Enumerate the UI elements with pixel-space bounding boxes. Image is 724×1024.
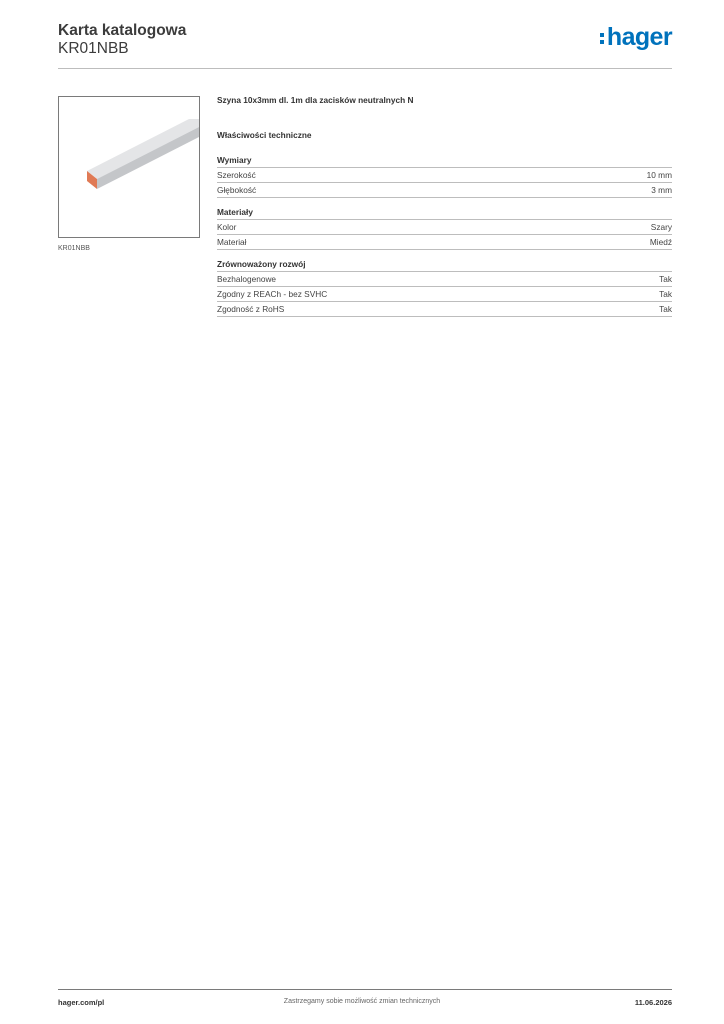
properties-title: Właściwości techniczne (217, 130, 312, 140)
section-dimensions (217, 155, 672, 198)
row-value: Tak (659, 289, 672, 299)
bar-side-face (97, 127, 199, 189)
bar-top-face (87, 119, 199, 179)
row-value: Tak (659, 274, 672, 284)
table-row (217, 287, 672, 302)
section-title: Wymiary (217, 155, 672, 168)
logo-text: hager (606, 23, 672, 51)
row-label: Szerokość (217, 170, 256, 180)
row-label: Zgodny z REACh - bez SVHC (217, 289, 328, 299)
footer-disclaimer: Zastrzegamy sobie możliwość zmian technicznych (283, 998, 441, 1005)
footer-website-link[interactable]: hager.com/pl (58, 998, 105, 1007)
product-image (58, 96, 200, 238)
footer-date: 11.06.2026 (634, 998, 672, 1007)
image-caption: KR01NBB (58, 245, 90, 252)
header-divider (58, 68, 672, 69)
row-label: Zgodność z RoHS (217, 304, 285, 314)
row-label: Bezhalogenowe (217, 274, 277, 284)
row-value: Miedź (649, 237, 672, 247)
row-value: Tak (659, 304, 672, 314)
footer-divider (58, 989, 672, 990)
logo-colon-icon (600, 28, 605, 45)
row-value: 3 mm (651, 185, 672, 195)
busbar-illustration (59, 97, 199, 237)
product-title: Szyna 10x3mm dl. 1m dla zacisków neutralnych N (217, 95, 414, 105)
section-materials (217, 207, 672, 250)
row-value: Szary (650, 222, 672, 232)
table-row (217, 183, 672, 198)
row-label: Materiał (217, 237, 247, 247)
table-row (217, 302, 672, 317)
section-sustainability (217, 259, 672, 317)
row-label: Kolor (217, 222, 237, 232)
product-details (217, 95, 672, 326)
section-title: Materiały (217, 207, 672, 220)
hager-logo (600, 25, 672, 50)
document-title: Karta katalogowa (58, 22, 187, 39)
table-row (217, 272, 672, 287)
table-row (217, 220, 672, 235)
row-label: Głębokość (217, 185, 257, 195)
row-value: 10 mm (646, 170, 672, 180)
table-row (217, 168, 672, 183)
section-title: Zrównoważony rozwój (217, 259, 672, 272)
product-code: KR01NBB (58, 40, 129, 57)
table-row (217, 235, 672, 250)
